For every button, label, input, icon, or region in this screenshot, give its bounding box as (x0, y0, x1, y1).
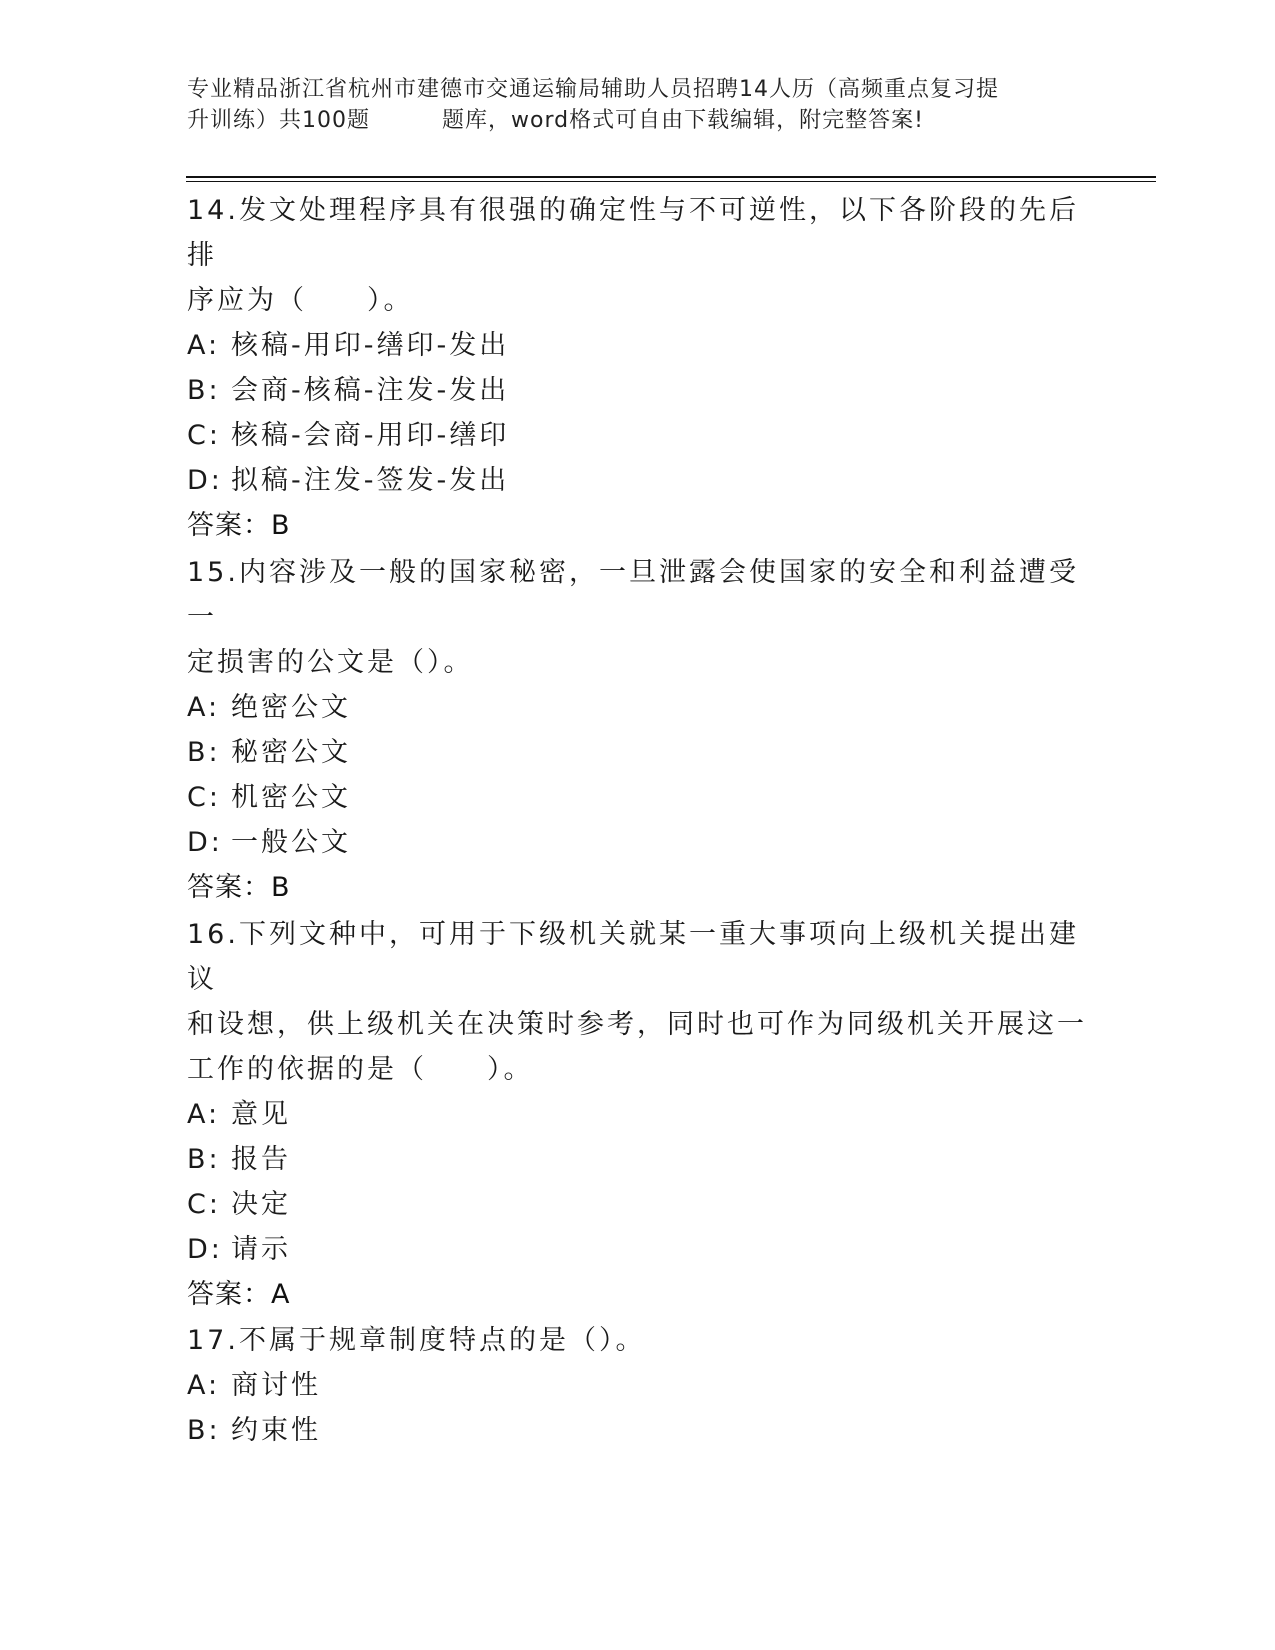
option-letter: B: (187, 375, 221, 406)
option-text: 拟稿-注发-签发-发出 (231, 465, 510, 496)
option-text: 意见 (231, 1099, 291, 1130)
header-line-2 (187, 105, 1087, 136)
option-text: 决定 (231, 1189, 291, 1220)
option-letter: A: (187, 330, 221, 361)
header-divider-thick (186, 176, 1156, 178)
question-stem-line: 15.内容涉及一般的国家秘密，一旦泄露会使国家的安全和利益遭受一 (187, 557, 1079, 633)
option-d (187, 458, 1087, 503)
question-14 (187, 188, 1087, 548)
option-a (187, 685, 1087, 730)
question-stem-line: 工作的依据的是（ ）。 (187, 1054, 534, 1085)
option-letter: D: (187, 827, 223, 858)
option-text: 一般公文 (231, 827, 351, 858)
option-letter: A: (187, 1370, 221, 1401)
option-text: 核稿-会商-用印-缮印 (231, 420, 510, 451)
option-b (187, 1408, 1087, 1453)
question-stem-line: 和设想，供上级机关在决策时参考，同时也可作为同级机关开展这一 (187, 1009, 1087, 1040)
option-b (187, 368, 1087, 413)
question-stem-line: 定损害的公文是（）。 (187, 647, 474, 678)
option-text: 商讨性 (231, 1370, 321, 1401)
option-letter: B: (187, 1415, 221, 1446)
option-b (187, 1137, 1087, 1182)
option-text: 请示 (231, 1234, 291, 1265)
option-text: 机密公文 (231, 782, 351, 813)
header-line-2-part-2: 题库，word格式可自由下载编辑，附完整答案! (442, 108, 924, 133)
option-letter: B: (187, 737, 221, 768)
option-c (187, 413, 1087, 458)
option-text: 秘密公文 (231, 737, 351, 768)
option-text: 会商-核稿-注发-发出 (231, 375, 510, 406)
header-line-2-part-1: 升训练）共100题 (187, 108, 370, 133)
option-a (187, 1092, 1087, 1137)
option-a (187, 323, 1087, 368)
option-text: 绝密公文 (231, 692, 351, 723)
option-text: 约束性 (231, 1415, 321, 1446)
question-stem-line: 14.发文处理程序具有很强的确定性与不可逆性，以下各阶段的先后排 (187, 195, 1079, 271)
option-letter: D: (187, 465, 223, 496)
question-stem-line: 序应为（ ）。 (187, 285, 414, 316)
question-16 (187, 912, 1087, 1317)
header-divider-thin (186, 181, 1156, 182)
option-c (187, 775, 1087, 820)
option-d (187, 820, 1087, 865)
question-stem-line: 16.下列文种中，可用于下级机关就某一重大事项向上级机关提出建议 (187, 919, 1079, 995)
option-letter: A: (187, 1099, 221, 1130)
option-letter: B: (187, 1144, 221, 1175)
option-text: 报告 (231, 1144, 291, 1175)
question-17 (187, 1318, 1087, 1453)
option-d (187, 1227, 1087, 1272)
document-header (187, 74, 1087, 136)
answer: 答案：B (187, 510, 291, 541)
option-a (187, 1363, 1087, 1408)
question-15 (187, 550, 1087, 910)
option-c (187, 1182, 1087, 1227)
option-letter: D: (187, 1234, 223, 1265)
question-stem-line: 17.不属于规章制度特点的是（）。 (187, 1325, 646, 1356)
answer: 答案：A (187, 1279, 291, 1310)
option-text: 核稿-用印-缮印-发出 (231, 330, 510, 361)
option-b (187, 730, 1087, 775)
option-letter: C: (187, 1189, 221, 1220)
option-letter: C: (187, 782, 221, 813)
option-letter: C: (187, 420, 221, 451)
answer: 答案：B (187, 872, 291, 903)
header-line-1: 专业精品浙江省杭州市建德市交通运输局辅助人员招聘14人历（高频重点复习提 (187, 77, 999, 102)
option-letter: A: (187, 692, 221, 723)
